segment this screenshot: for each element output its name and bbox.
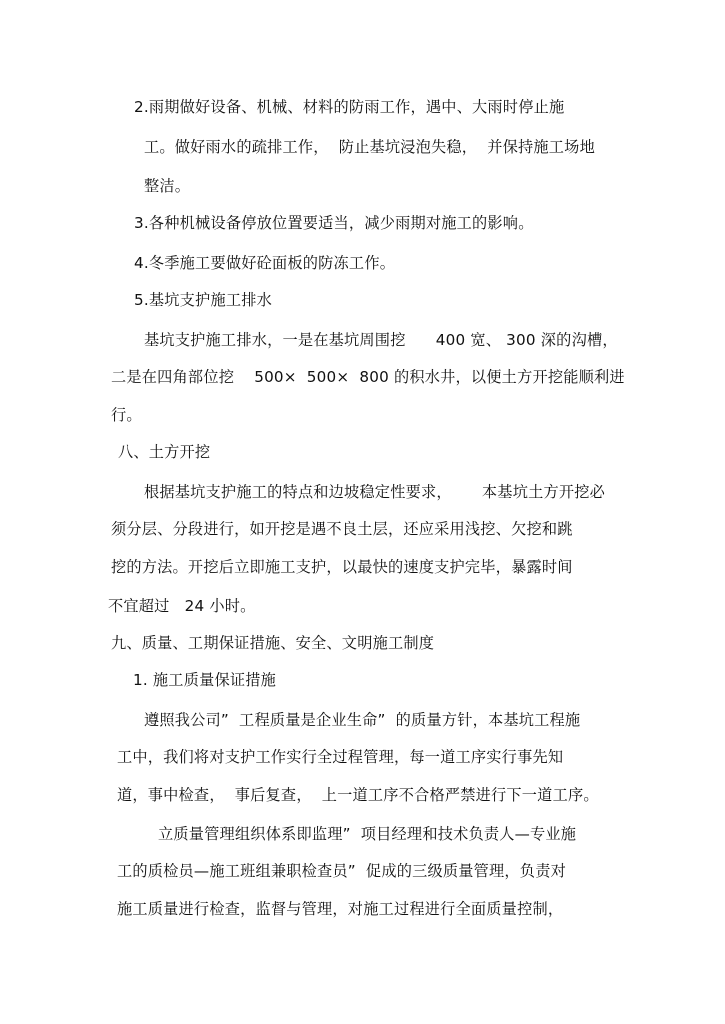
text-line: 须分层、分段进行，如开挖是遇不良土层，还应采用浅挖、欠挖和跳: [111, 520, 573, 538]
text-line: 遵照我公司” 工程质量是企业生命” 的质量方针，本基坑工程施: [144, 711, 581, 729]
text-line: 整洁。: [144, 177, 191, 195]
text-line: 4.冬季施工要做好砼面板的防冻工作。: [134, 254, 396, 272]
text-line: 工的质检员—施工班组兼职检查员” 促成的三级质量管理，负责对: [117, 862, 566, 880]
section-heading: 5.基坑支护施工排水: [134, 291, 272, 309]
text-line: 不宜超过 24 小时。: [108, 597, 256, 615]
text-line: 二是在四角部位挖 500× 500× 800 的积水井，以便土方开挖能顺利进: [111, 368, 625, 386]
text-line: 2.雨期做好设备、机械、材料的防雨工作，遇中、大雨时停止施: [134, 98, 565, 116]
text-line: 施工质量进行检查，监督与管理，对施工过程进行全面质量控制，: [117, 900, 564, 918]
text-line: 立质量管理组织体系即监理” 项目经理和技术负责人—专业施: [158, 825, 577, 843]
text-line: 挖的方法。开挖后立即施工支护，以最快的速度支护完毕，暴露时间: [111, 558, 573, 576]
text-line: 行。: [111, 406, 142, 424]
text-line: 3.各种机械设备停放位置要适当，减少雨期对施工的影响。: [134, 214, 534, 232]
section-heading: 九、质量、工期保证措施、安全、文明施工制度: [111, 634, 435, 652]
section-heading: 1. 施工质量保证措施: [133, 671, 277, 689]
section-heading: 八、土方开挖: [118, 443, 211, 461]
text-line: 工。做好雨水的疏排工作， 防止基坑浸泡失稳， 并保持施工场地: [144, 138, 595, 156]
text-line: 根据基坑支护施工的特点和边坡稳定性要求， 本基坑土方开挖必: [144, 483, 606, 501]
text-line: 工中，我们将对支护工作实行全过程管理，每一道工序实行事先知: [117, 748, 564, 766]
text-line: 道，事中检查， 事后复查， 上一道工序不合格严禁进行下一道工序。: [117, 786, 599, 804]
text-line: 基坑支护施工排水，一是在基坑周围挖 400 宽、 300 深的沟槽，: [144, 331, 618, 349]
